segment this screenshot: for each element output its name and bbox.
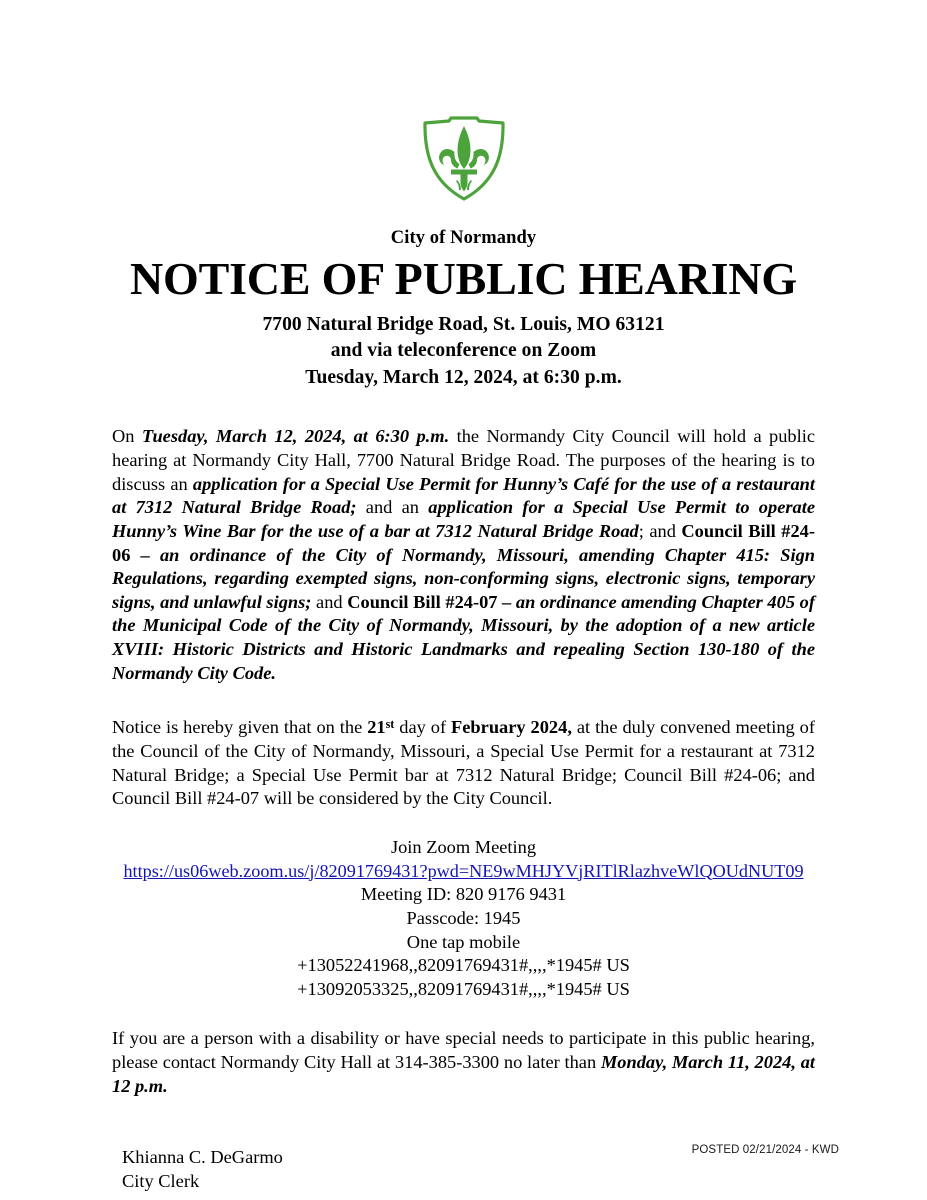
p2-seg5: at the duly convened meeting of the Council of the City of Normandy, Missouri, a Special Use Permit for a restaurant at 7312 Natural Bridge; a Special Use Permit bar at 7312 Natural Bridge; Council Bill #24-06; and Council Bill #24-07 will be considered by the City Council. — [112, 717, 816, 809]
spacer — [112, 685, 815, 716]
one-tap-mobile-label: One tap mobile — [406, 931, 521, 952]
organization-name: City of Normandy — [390, 228, 537, 248]
page-title: NOTICE OF PUBLIC HEARING — [130, 253, 797, 305]
notice-given-paragraph — [112, 716, 815, 811]
p1-seg5: and an — [356, 497, 429, 518]
p1-council-bill-2407: Council Bill #24-07 — [347, 591, 498, 612]
p3-deadline: Monday, March 11, 2024, at 12 p.m. — [112, 1052, 816, 1096]
p2-day-ordinal-suffix: st — [385, 717, 395, 732]
zoom-meeting-block — [112, 836, 815, 1001]
p2-month-year: February 2024, — [451, 717, 572, 738]
p2-seg1: Notice is hereby given that on the — [112, 717, 368, 738]
address-line: 7700 Natural Bridge Road, St. Louis, MO 63121 — [262, 313, 665, 335]
hearing-datetime: Tuesday, March 12, 2024, at 6:30 p.m. — [305, 366, 622, 388]
p1-ordinance-2406: – an ordinance of the City of Normandy, Missouri, amending Chapter 415: Sign Regulations, regarding exempted signs, non-conforming signs, electronic signs, temporary signs, and unlawful signs; — [112, 544, 815, 612]
p2-day-number: 21 — [367, 717, 386, 738]
zoom-meeting-id: Meeting ID: 820 9176 9431 — [360, 884, 567, 905]
p1-seg7: ; and — [638, 520, 682, 541]
teleconference-line: and via teleconference on Zoom — [330, 340, 597, 362]
zoom-meeting-link[interactable]: https://us06web.zoom.us/j/82091769431?pwd=NE9wMHJYVjRITlRlazhveWlQOUdNUT09 — [123, 860, 804, 881]
p1-council-bill-2406: Council Bill #24-06 — [112, 520, 815, 565]
p1-permit-cafe: application for a Special Use Permit for Hunny’s Café for the use of a restaurant at 7312 Natural Bridge Road; — [112, 473, 816, 518]
p3-seg1: If you are a person with a disability or have special needs to participate in this public hearing, please contact Normandy City Hall at 314-385-3300 no later than — [112, 1028, 815, 1073]
document-body — [112, 425, 815, 1194]
one-tap-phone-2: +13092053325,,82091769431#,,,,*1945# US — [297, 978, 630, 999]
p1-hearing-datetime: Tuesday, March 12, 2024, at 6:30 p.m. — [141, 426, 450, 447]
zoom-link-row — [112, 860, 815, 884]
posted-stamp: POSTED 02/21/2024 - KWD — [691, 1144, 839, 1156]
p1-seg10: and — [311, 591, 348, 612]
clerk-title: City Clerk — [122, 1171, 200, 1192]
clerk-name: Khianna C. DeGarmo — [122, 1147, 283, 1168]
p1-seg1: On — [112, 426, 142, 447]
p1-seg3: the Normandy City Council will hold a public hearing at Normandy City Hall, 7700 Natural Bridge Road. The purposes of the hearing is to discuss an — [112, 426, 815, 494]
hearing-purpose-paragraph — [112, 425, 815, 685]
spacer — [112, 811, 815, 836]
document-header — [112, 228, 815, 391]
p2-seg3: day of — [394, 717, 452, 738]
one-tap-phone-1: +13052241968,,82091769431#,,,,*1945# US — [297, 955, 630, 976]
fleur-de-lis-shield-icon — [419, 112, 509, 204]
accessibility-paragraph — [112, 1027, 815, 1098]
spacer — [112, 1001, 815, 1027]
p1-permit-winebar: application for a Special Use Permit to operate Hunny’s Wine Bar for the use of a bar at 7312 Natural Bridge Road — [112, 497, 815, 541]
zoom-heading: Join Zoom Meeting — [390, 836, 537, 857]
zoom-passcode: Passcode: 1945 — [406, 907, 521, 928]
city-logo — [112, 0, 815, 204]
p1-ordinance-2407: – an ordinance amending Chapter 405 of the Municipal Code of the City of Normandy, Missouri, by the adoption of a new article XVIII: Historic Districts and Historic Landmarks and repealing Section 130-180 of the Normandy City Code. — [112, 591, 815, 683]
